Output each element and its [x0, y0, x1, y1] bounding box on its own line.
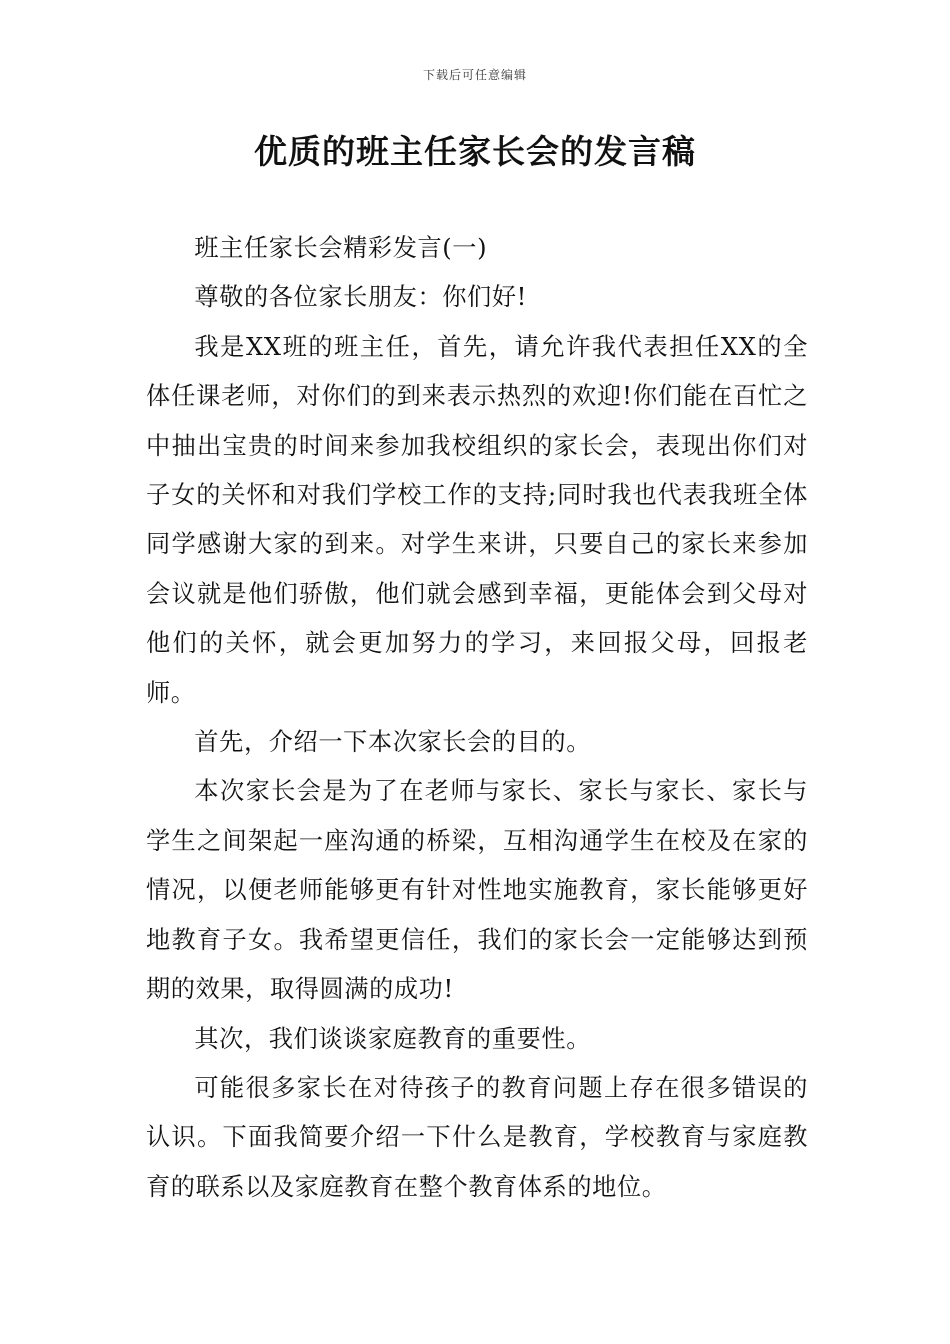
paragraph-purpose-intro: 首先，介绍一下本次家长会的目的。: [194, 728, 591, 757]
document-title: 优质的班主任家长会的发言稿: [254, 132, 696, 171]
page-header-note: 下载后可任意编辑: [422, 68, 527, 82]
paragraph-importance-intro: 其次，我们谈谈家庭教育的重要性。: [194, 1024, 591, 1053]
paragraph-purpose: 本次家长会是为了在老师与家长、家长与家长、家长与学生之间架起一座沟通的桥梁，互相沟通学生在校及在家的情况，以便老师能够更有针对性地实施教育，家长能够更好地教育子女。我希望更信任，我们的家长会一定能够达到预期的效果，取得圆满的成功!: [146, 777, 808, 1004]
paragraph-section-heading: 班主任家长会精彩发言(一): [194, 234, 488, 262]
paragraph-education-misconceptions: 可能很多家长在对待孩子的教育问题上存在很多错误的认识。下面我简要介绍一下什么是教育，学校教育与家庭教育的联系以及家庭教育在整个教育体系的地位。: [146, 1073, 808, 1201]
paragraph-welcome: 我是XX班的班主任，首先，请允许我代表担任XX的全体任课老师，对你们的到来表示热烈的欢迎!你们能在百忙之中抽出宝贵的时间来参加我校组织的家长会，表现出你们对子女的关怀和对我们学校工作的支持;同时我也代表我班全体同学感谢大家的到来。对学生来讲，只要自己的家长来参加会议就是他们骄傲，他们就会感到幸福，更能体会到父母对他们的关怀，就会更加努力的学习，来回报父母，回报老师。: [146, 332, 808, 707]
document-body: [146, 224, 808, 1212]
paragraph-greeting: 尊敬的各位家长朋友：你们好!: [194, 283, 527, 312]
